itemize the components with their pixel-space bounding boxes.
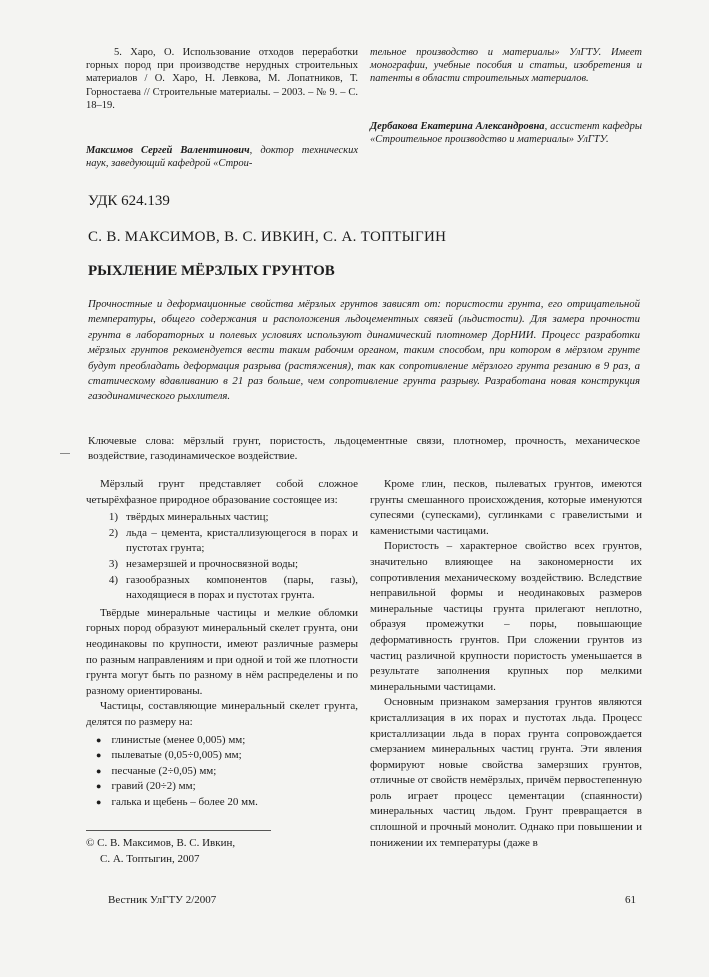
paragraph: Твёрдые минеральные частицы и мелкие обломки горных пород образуют минеральный скелет грунта, они неодинаковы по крупности, имеют различные размеры по разным направлениям и при одной и той же плотности грунта могут быть по разному в нём распределены и по разному ориентированы. [86, 606, 358, 697]
paragraph: Мёрзлый грунт представляет собой сложное четырёхфазное природное образование состоящее из: [86, 478, 358, 506]
page-number: 61 [625, 894, 636, 906]
author-bio-derbakova [370, 120, 642, 146]
author-bio-continuation [370, 46, 642, 86]
body-left-column [86, 477, 358, 810]
list-item: 1) твёрдых минеральных частиц; [108, 511, 269, 524]
copyright [86, 836, 235, 867]
list-item: ● глинистые (менее 0,005) мм; [96, 733, 246, 746]
bio-name: Дербакова Екатерина Александровна [370, 121, 545, 132]
bio-text: , ассистент кафедры «Строительное производство и материалы» УлГТУ. [370, 121, 642, 146]
paragraph: Пористость – характерное свойство всех грунтов, значительно влияющее на закономерности их сопротивления механическому воздействию. Вследствие неправильной формы и неодинаковых размеров минеральные частицы грунта прилегают неплотно, образуя промежутки – поры, повышающие деформативность грунтов. При сложении грунтов из частиц различной крупности пористость уменьшается в результате заполнения крупных пор мелкими минеральными частицами. [370, 540, 642, 693]
bio-text: , доктор технических наук, заведующий кафедрой «Строи- [86, 145, 358, 170]
journal-name: Вестник УлГТУ 2/2007 [108, 894, 217, 906]
keywords: Ключевые слова: мёрзлый грунт, пористость, льдоцементные связи, плотномер, прочность, механическое воздействие, газодинамическое воздействие. [88, 435, 640, 463]
author-bio-maksimov [86, 144, 358, 170]
list-item: ● песчаные (2÷0,05) мм; [96, 764, 217, 777]
copyright-line: С. А. Топтыгин, 2007 [100, 852, 200, 865]
reference-entry [86, 46, 358, 112]
article-authors: С. В. МАКСИМОВ, В. С. ИВКИН, С. А. ТОПТЫГИН [88, 229, 447, 245]
paragraph: Кроме глин, песков, пылеватых грунтов, имеются грунты смешанного происхождения, которые именуются супесями (супесками), суглинками с гравелистыми и каменистыми частицами. [370, 478, 642, 537]
list-item: 4) газообразных компонентов (пары, газы), находящиеся в порах и пустотах грунта. [108, 573, 358, 602]
bio-continuation-text: тельное производство и материалы» УлГТУ. Имеет монографии, учебные пособия и статьи, изобретения и патенты в области строительных материалов. [370, 47, 642, 85]
components-list [86, 510, 358, 604]
list-item: 3) незамерзшей и прочносвязной воды; [108, 557, 299, 570]
footnote-separator [86, 830, 271, 831]
udk-code: УДК 624.139 [88, 193, 170, 209]
margin-mark [60, 453, 70, 454]
bio-name: Максимов Сергей Валентинович [86, 145, 250, 156]
list-item: ● пылеватые (0,05÷0,005) мм; [96, 749, 242, 762]
reference-text: 5. Харо, О. Использование отходов переработки горных пород при производстве нерудных строительных материалов / О. Харо, Н. Левкова, М. Лопатников, Т. Горностаева // Строительные материалы. – 2003. – № 9. – С. 18–19. [86, 47, 358, 111]
particle-size-list [86, 733, 358, 811]
paragraph: Основным признаком замерзания грунтов являются кристаллизация в их порах и пустотах льда. Процесс кристаллизации льда в порах грунта сопровождается смерзанием минеральных частиц грунта. Эти явления формируют новые свойства замерзших грунтов, отличные от свойств немёрзлых, причём первостепенную роль играет процесс цементации (спаянности) минеральных частиц льдом. Грунт превращается в сплошной и прочный монолит. Однако при повышении и понижении их температуры (даже в [370, 696, 642, 849]
paragraph: Частицы, составляющие минеральный скелет грунта, делятся по размеру на: [86, 700, 358, 728]
article-title: РЫХЛЕНИЕ МЁРЗЛЫХ ГРУНТОВ [88, 263, 335, 279]
list-item: ● гравий (20÷2) мм; [96, 780, 196, 793]
list-item: 2) льда – цемента, кристаллизующегося в порах и пустотах грунта; [108, 526, 358, 555]
copyright-line: © С. В. Максимов, В. С. Ивкин, [86, 837, 236, 849]
body-right-column [370, 477, 642, 851]
list-item: ● галька и щебень – более 20 мм. [96, 795, 258, 808]
abstract: Прочностные и деформационные свойства мёрзлых грунтов зависят от: пористости грунта, его отрицательной температуры, общего содержания и расположения льдоцементных связей (льдистости). Для замера прочности грунта в лабораторных и полевых условиях используют динамический плотномер ДорНИИ. Процесс разработки мёрзлых грунтов рекомендуется вести таким рабочим органом, таким способом, при котором в мёрзлом грунте будут преобладать деформация разрыва (растяжения), так как сопротивление мёрзлого грунта резанию в 9 раз, а статическому вдавливанию в 21 раз больше, чем сопротивление грунта разрыву. Разработана новая конструкция газодинамического рыхлителя. [88, 298, 640, 403]
